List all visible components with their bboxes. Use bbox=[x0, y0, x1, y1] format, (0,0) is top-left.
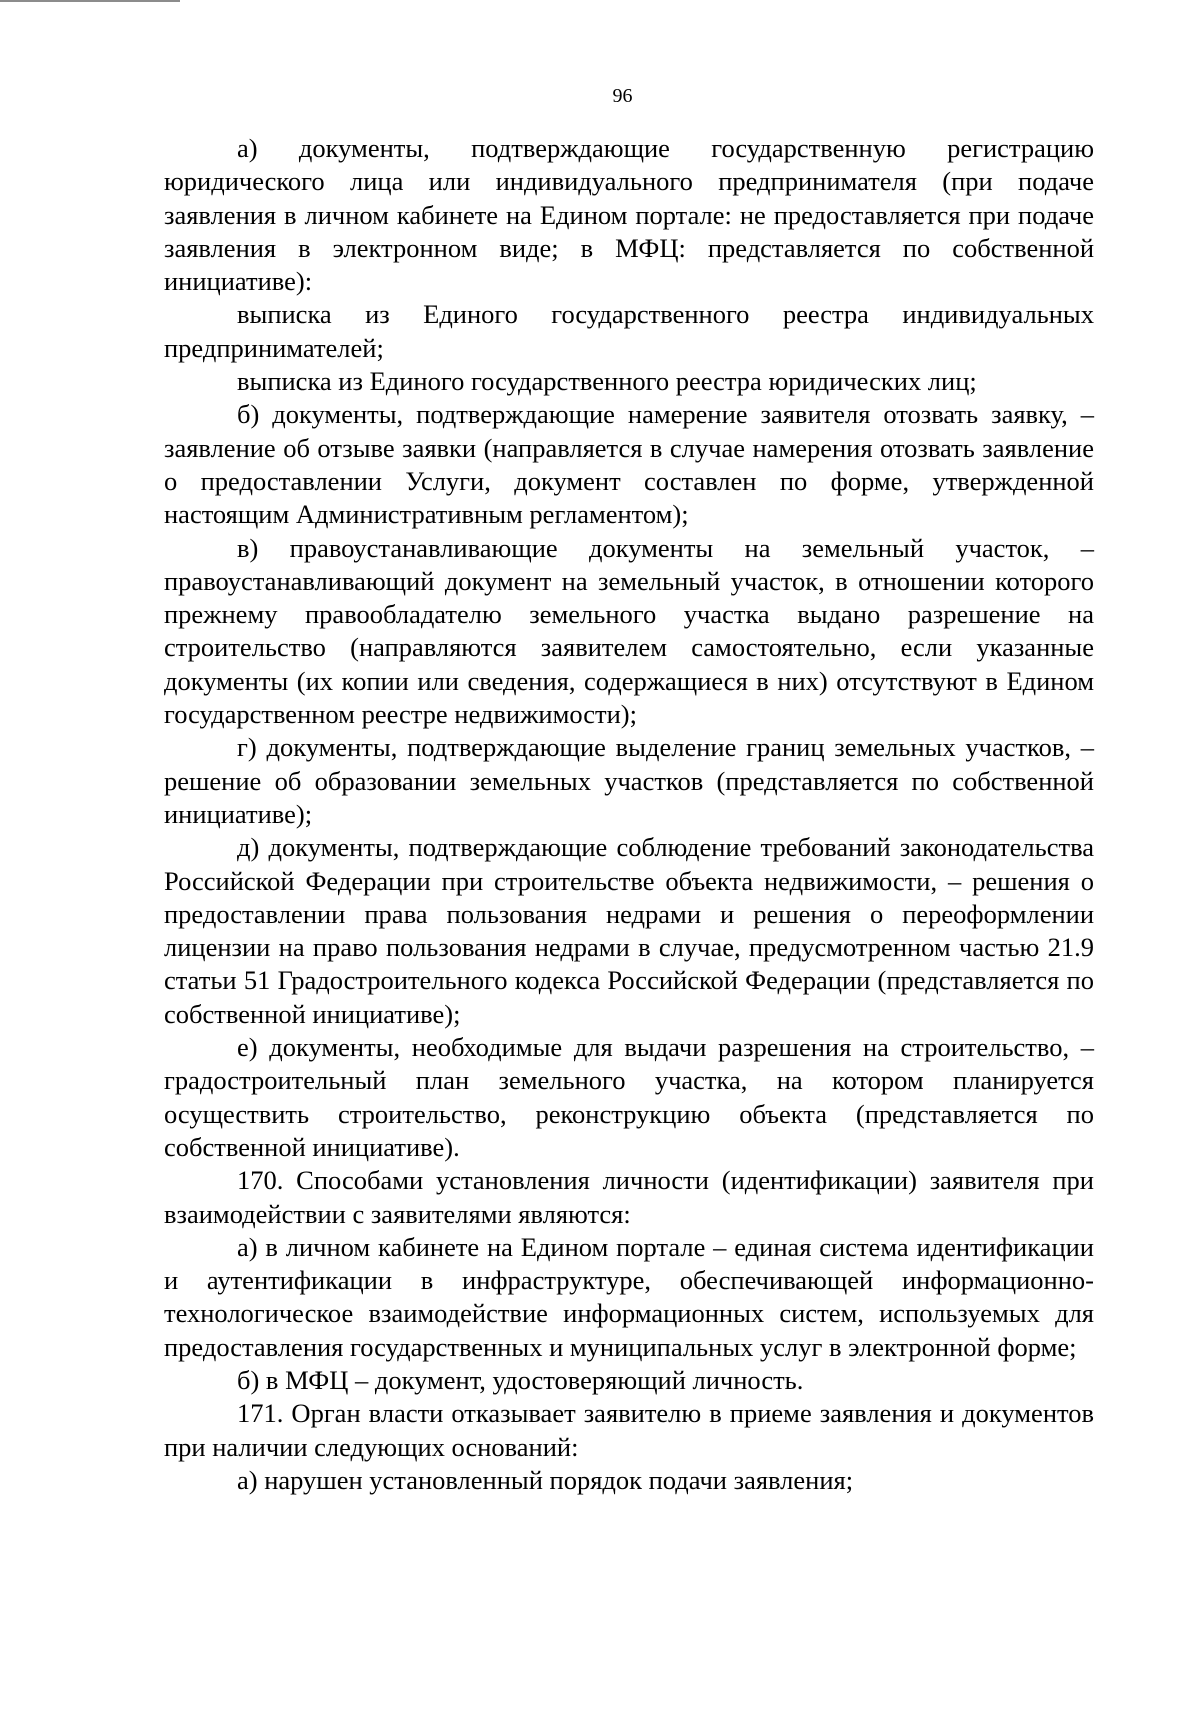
paragraph-egrul-extract: выписка из Единого государственного реестра юридических лиц; bbox=[237, 366, 977, 397]
scan-edge-line bbox=[0, 0, 180, 2]
paragraph-170-identification: 170. Способами установления личности (идентификации) заявителя при взаимодействии с заявителями являются: bbox=[164, 1165, 1094, 1229]
paragraph-d-compliance-docs: д) документы, подтверждающие соблюдение требований законодательства Российской Федерации при строительстве объекта недвижимости, – решения о предоставлении права пользования недрами и решения о переоформлении лицензии на право пользования недрами в случае, предусмотренном частью 21.9 статьи 51 Градостроительного кодекса Российской Федерации (представляется по собственной инициативе); bbox=[164, 832, 1094, 1029]
paragraph-v-land-title-docs: в) правоустанавливающие документы на земельный участок, – правоустанавливающий документ на земельный участок, в отношении которого прежнему правообладателю земельного участка выдано разрешение на строительство (направляются заявителем самостоятельно, если указанные документы (их копии или сведения, содержащиеся в них) отсутствуют в Едином государственном реестре недвижимости); bbox=[164, 532, 1094, 730]
paragraph-171-a-violation: а) нарушен установленный порядок подачи заявления; bbox=[237, 1464, 854, 1495]
paragraph-171-refusal: 171. Орган власти отказывает заявителю в приеме заявления и документов при наличии следующих оснований: bbox=[164, 1398, 1094, 1462]
paragraph-egrip-extract: выписка из Единого государственного реестра индивидуальных предпринимателей; bbox=[164, 299, 1094, 363]
paragraph-170-b-mfc: б) в МФЦ – документ, удостоверяющий личность. bbox=[237, 1364, 804, 1395]
paragraph-b-withdrawal-docs: б) документы, подтверждающие намерение заявителя отозвать заявку, – заявление об отзыве заявки (направляется в случае намерения отозвать заявление о предоставлении Услуги, документ составлен по форме, утвержденной настоящим Административным регламентом); bbox=[164, 399, 1094, 530]
paragraph-a-registration-docs: а) документы, подтверждающие государственную регистрацию юридического лица или индивидуального предпринимателя (при подаче заявления в личном кабинете на Едином портале: не предоставляется при подаче заявления в электронном виде; в МФЦ: представляется по собственной инициативе): bbox=[164, 133, 1094, 297]
paragraph-170-a-portal: а) в личном кабинете на Едином портале – единая система идентификации и аутентификации в инфраструктуре, обеспечивающей информационно-технологическое взаимодействие информационных систем, используемых для предоставления государственных и муниципальных услуг в электронной форме; bbox=[164, 1231, 1094, 1362]
paragraph-g-boundary-docs: г) документы, подтверждающие выделение границ земельных участков, – решение об образовании земельных участков (представляется по собственной инициативе); bbox=[164, 732, 1094, 829]
paragraph-e-permit-docs: е) документы, необходимые для выдачи разрешения на строительство, – градостроительный план земельного участка, на котором планируется осуществить строительство, реконструкцию объекта (представляется по собственной инициативе). bbox=[164, 1032, 1094, 1162]
page-number: 96 bbox=[612, 85, 633, 107]
document-body bbox=[164, 132, 1094, 1497]
